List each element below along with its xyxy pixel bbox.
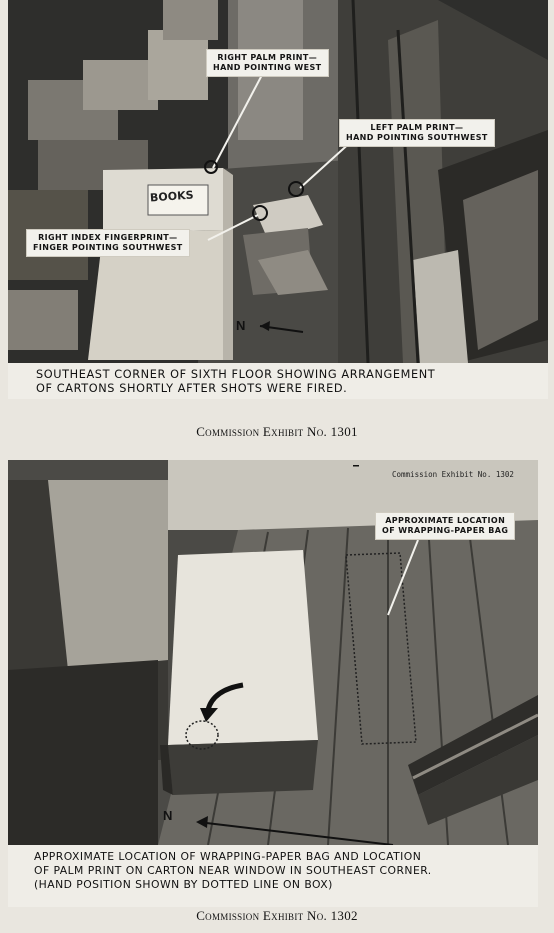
caption-1302	[34, 850, 518, 892]
caption-band-1302	[8, 845, 538, 907]
caption-1302-line-1: APPROXIMATE LOCATION OF WRAPPING-PAPER BAG AND LOCATION	[34, 850, 422, 863]
caption-1302-line-3: (HAND POSITION SHOWN BY DOTTED LINE ON BOX)	[34, 878, 333, 891]
callout-left-palm-line-2: HAND POINTING SOUTHWEST	[346, 133, 488, 142]
callout-left-palm-line-1: LEFT PALM PRINT—	[370, 123, 464, 132]
callout-right-index-fingerprint	[26, 229, 190, 257]
carton-books-label: BOOKS	[149, 188, 194, 205]
north-marker-1302: N	[163, 808, 173, 823]
exhibit-title-1302: Commission Exhibit No. 1302	[196, 908, 358, 923]
caption-1301-line-1: SOUTHEAST CORNER OF SIXTH FLOOR SHOWING ARRANGEMENT	[36, 368, 436, 381]
caption-1301-line-2: OF CARTONS SHORTLY AFTER SHOTS WERE FIRED.	[36, 382, 348, 395]
callout-right-palm-line-1: RIGHT PALM PRINT—	[217, 53, 318, 62]
callout-right-palm-print	[206, 49, 329, 77]
callout-bag-line-2: OF WRAPPING-PAPER BAG	[382, 526, 509, 535]
callout-right-palm-line-2: HAND POINTING WEST	[213, 63, 322, 72]
callout-right-index-line-1: RIGHT INDEX FINGERPRINT—	[38, 233, 178, 242]
callout-bag-line-1: APPROXIMATE LOCATION	[385, 516, 506, 525]
corner-label-1302: Commission Exhibit No. 1302	[392, 470, 514, 479]
caption-band-1301	[8, 363, 548, 399]
exhibit-title-1301: Commission Exhibit No. 1301	[196, 424, 358, 439]
north-marker-1301: N	[236, 318, 246, 333]
callout-wrapping-paper-bag	[375, 512, 515, 540]
caption-1302-line-2: OF PALM PRINT ON CARTON NEAR WINDOW IN SOUTHEAST CORNER.	[34, 864, 432, 877]
caption-1301	[36, 368, 528, 396]
callout-right-index-line-2: FINGER POINTING SOUTHWEST	[33, 243, 183, 252]
callout-left-palm-print	[339, 119, 495, 147]
